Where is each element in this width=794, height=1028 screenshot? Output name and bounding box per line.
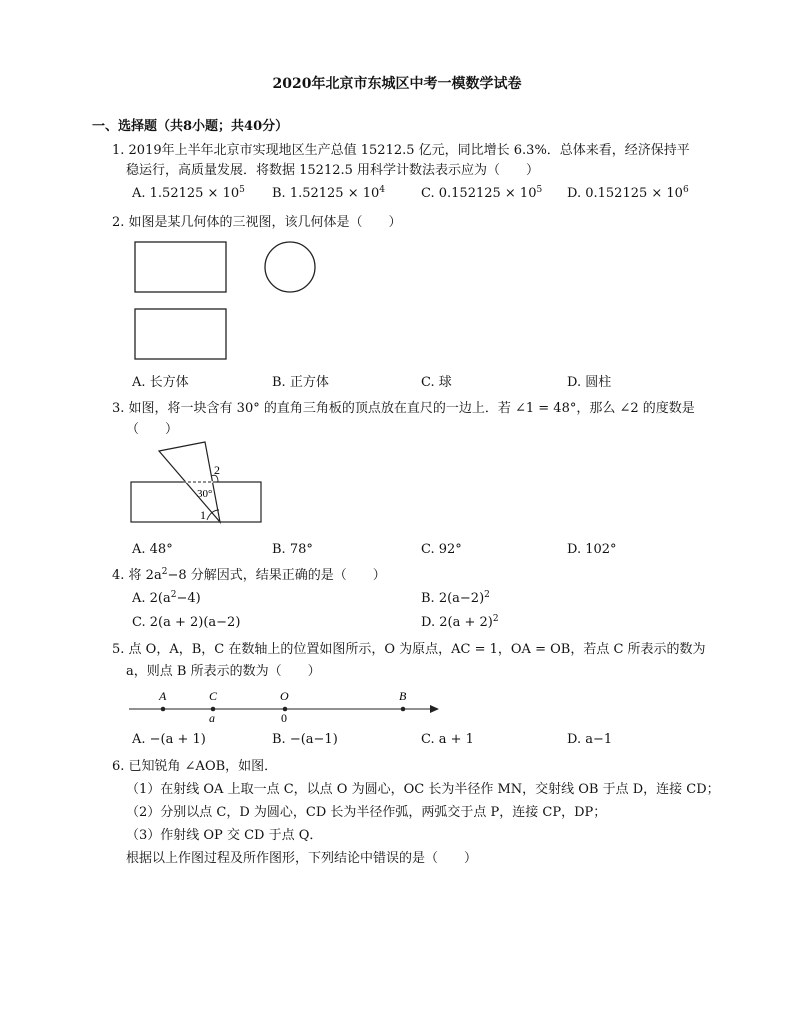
label-0: 0 [281, 711, 287, 725]
front-view-rectangle [135, 242, 226, 292]
q4-option-b[interactable]: B. $2(a-2)^2$ [421, 590, 490, 606]
number-line-figure [125, 685, 445, 725]
point-b [401, 707, 406, 712]
q5-option-d[interactable]: D. a−1 [567, 732, 613, 747]
q2-option-c[interactable]: C. 球 [421, 375, 452, 390]
q2-option-a[interactable]: A. 长方体 [132, 375, 189, 390]
q6-step3: （3）作射线 OP 交 CD 于点 Q． [126, 828, 323, 843]
q3-line1: 3. 如图，将一块含有 30° 的直角三角板的顶点放在直尺的一边上．若 ∠1 = 48°，那么 ∠2 的度数是 [112, 401, 695, 416]
q3-option-a[interactable]: A. 48° [132, 542, 173, 557]
point-a [161, 707, 166, 712]
q6-conclusion: 根据以上作图过程及所作图形，下列结论中错误的是（ ） [126, 851, 478, 866]
top-view-rectangle [135, 309, 226, 359]
q3-option-c[interactable]: C. 92° [421, 542, 462, 557]
q1-option-c[interactable]: C. $0.152125 \times 10^5$ [421, 185, 543, 201]
label-B: B [399, 689, 407, 703]
q5-line1: 5. 点 O，A，B，C 在数轴上的位置如图所示，O 为原点，AC = 1，OA = OB，若点 C 所表示的数为 [112, 642, 706, 657]
q3-option-d[interactable]: D. 102° [567, 542, 617, 557]
q4-stem: 4. 将 $2a^2-8$ 分解因式，结果正确的是（ ） [112, 567, 386, 583]
q3-line2: （ ） [126, 422, 179, 437]
section-heading: 一、选择题（共8小题；共40分） [92, 119, 289, 134]
q1-option-d[interactable]: D. $0.152125 \times 10^6$ [567, 185, 689, 201]
q2-stem: 2. 如图是某几何体的三视图，该几何体是（ ） [112, 215, 402, 230]
q5-option-b[interactable]: B. −(a−1) [272, 732, 338, 747]
number-line-arrow [430, 705, 439, 713]
q2-option-d[interactable]: D. 圆柱 [567, 375, 612, 390]
page-title: 2020年北京市东城区中考一模数学试卷 [272, 76, 522, 92]
side-view-circle [265, 242, 315, 292]
label-2: 2 [214, 463, 220, 477]
q6-step1: （1）在射线 OA 上取一点 C，以点 O 为圆心，OC 长为半径作 MN，交射线 OB 于点 D，连接 CD； [126, 782, 720, 797]
ruler-triangle-figure [125, 440, 270, 530]
label-O: O [280, 689, 289, 703]
q4-option-c[interactable]: C. 2(a + 2)(a−2) [132, 615, 241, 630]
label-a: a [209, 711, 215, 725]
label-30: 30° [197, 488, 213, 500]
label-1: 1 [200, 508, 206, 522]
label-C: C [209, 689, 218, 703]
label-A: A [159, 689, 167, 703]
q2-option-b[interactable]: B. 正方体 [272, 375, 329, 390]
q1-line2: 稳运行，高质量发展．将数据 15212.5 用科学计数法表示应为（ ） [126, 163, 540, 178]
q4-option-a[interactable]: A. $2(a^2-4)$ [132, 590, 201, 606]
q1-line1: 1. 2019年上半年北京市实现地区生产总值 15212.5 亿元，同比增长 6.3%．总体来看，经济保持平 [112, 143, 690, 158]
q6-stem: 6. 已知锐角 ∠AOB，如图． [112, 759, 278, 774]
q5-option-a[interactable]: A. −(a + 1) [132, 732, 206, 747]
q5-option-c[interactable]: C. a + 1 [421, 732, 474, 747]
q1-option-b[interactable]: B. $1.52125 \times 10^4$ [272, 185, 386, 201]
q4-option-d[interactable]: D. $2(a + 2)^2$ [421, 614, 499, 630]
q1-option-a[interactable]: A. $1.52125 \times 10^5$ [132, 185, 245, 201]
q5-line2: a，则点 B 所表示的数为（ ） [126, 664, 321, 679]
three-view-figure [128, 236, 328, 366]
q6-step2: （2）分别以点 C，D 为圆心，CD 长为半径作弧，两弧交于点 P，连接 CP，DP； [126, 805, 607, 820]
q3-option-b[interactable]: B. 78° [272, 542, 313, 557]
